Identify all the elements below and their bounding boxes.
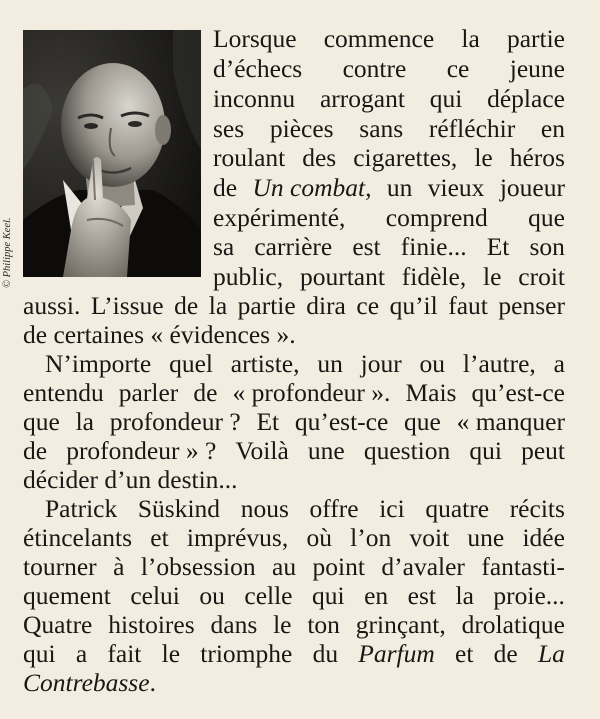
para3-line3: tourner à l’obsession au point d’avaler fantasti- <box>23 552 565 581</box>
para3-line5: Quatre histoires dans le ton grinçant, drolatique <box>23 610 565 639</box>
book-title-contrebasse: Contrebasse <box>23 668 150 697</box>
para1-line9: public, pourtant fidèle, le croit <box>213 262 565 291</box>
para2-line4: de profondeur » ? Voilà une question qui peut <box>23 436 565 465</box>
para3-line4: quement celui ou celle qui en est la proie... <box>23 581 565 610</box>
para1-line7: expérimenté, comprend que <box>213 203 565 232</box>
para1-line10: aussi. L’issue de la partie dira ce qu’il faut penser <box>23 291 565 320</box>
para1-line4: ses pièces sans réfléchir en <box>213 114 565 143</box>
para1-line1: Lorsque commence la partie <box>213 24 565 53</box>
para1-line3: inconnu arrogant qui déplace <box>213 84 565 113</box>
para3-line1: Patrick Süskind nous offre ici quatre récits <box>45 494 565 523</box>
book-title-un-combat: Un combat, <box>252 173 372 202</box>
para3-line2: étincelants et imprévus, où l’on voit une idée <box>23 523 565 552</box>
para2-line5: décider d’un destin... <box>23 465 238 494</box>
para1-line11: de certaines « évidences ». <box>23 320 296 349</box>
para2-line2: entendu parler de « profondeur ». Mais qu’est-ce <box>23 378 565 407</box>
para1-line6: de Un combat, un vieux joueur <box>213 173 565 202</box>
para3-line6: qui a fait le triomphe du Parfum et de La <box>23 639 565 668</box>
para3-line7: Contrebasse . <box>23 668 156 697</box>
para1-line2: d’échecs contre ce jeune <box>213 54 565 83</box>
para2-line1: N’importe quel artiste, un jour ou l’autre, a <box>45 349 565 378</box>
para2-line3: que la profondeur ? Et qu’est-ce que « manquer <box>23 407 565 436</box>
para1-line5: roulant des cigarettes, le héros <box>213 143 565 172</box>
para1-line8: sa carrière est finie... Et son <box>213 232 565 261</box>
book-title-la: La <box>537 639 565 668</box>
photo-credit: © Philippe Keel. <box>2 217 13 288</box>
book-title-parfum: Parfum <box>358 639 435 668</box>
